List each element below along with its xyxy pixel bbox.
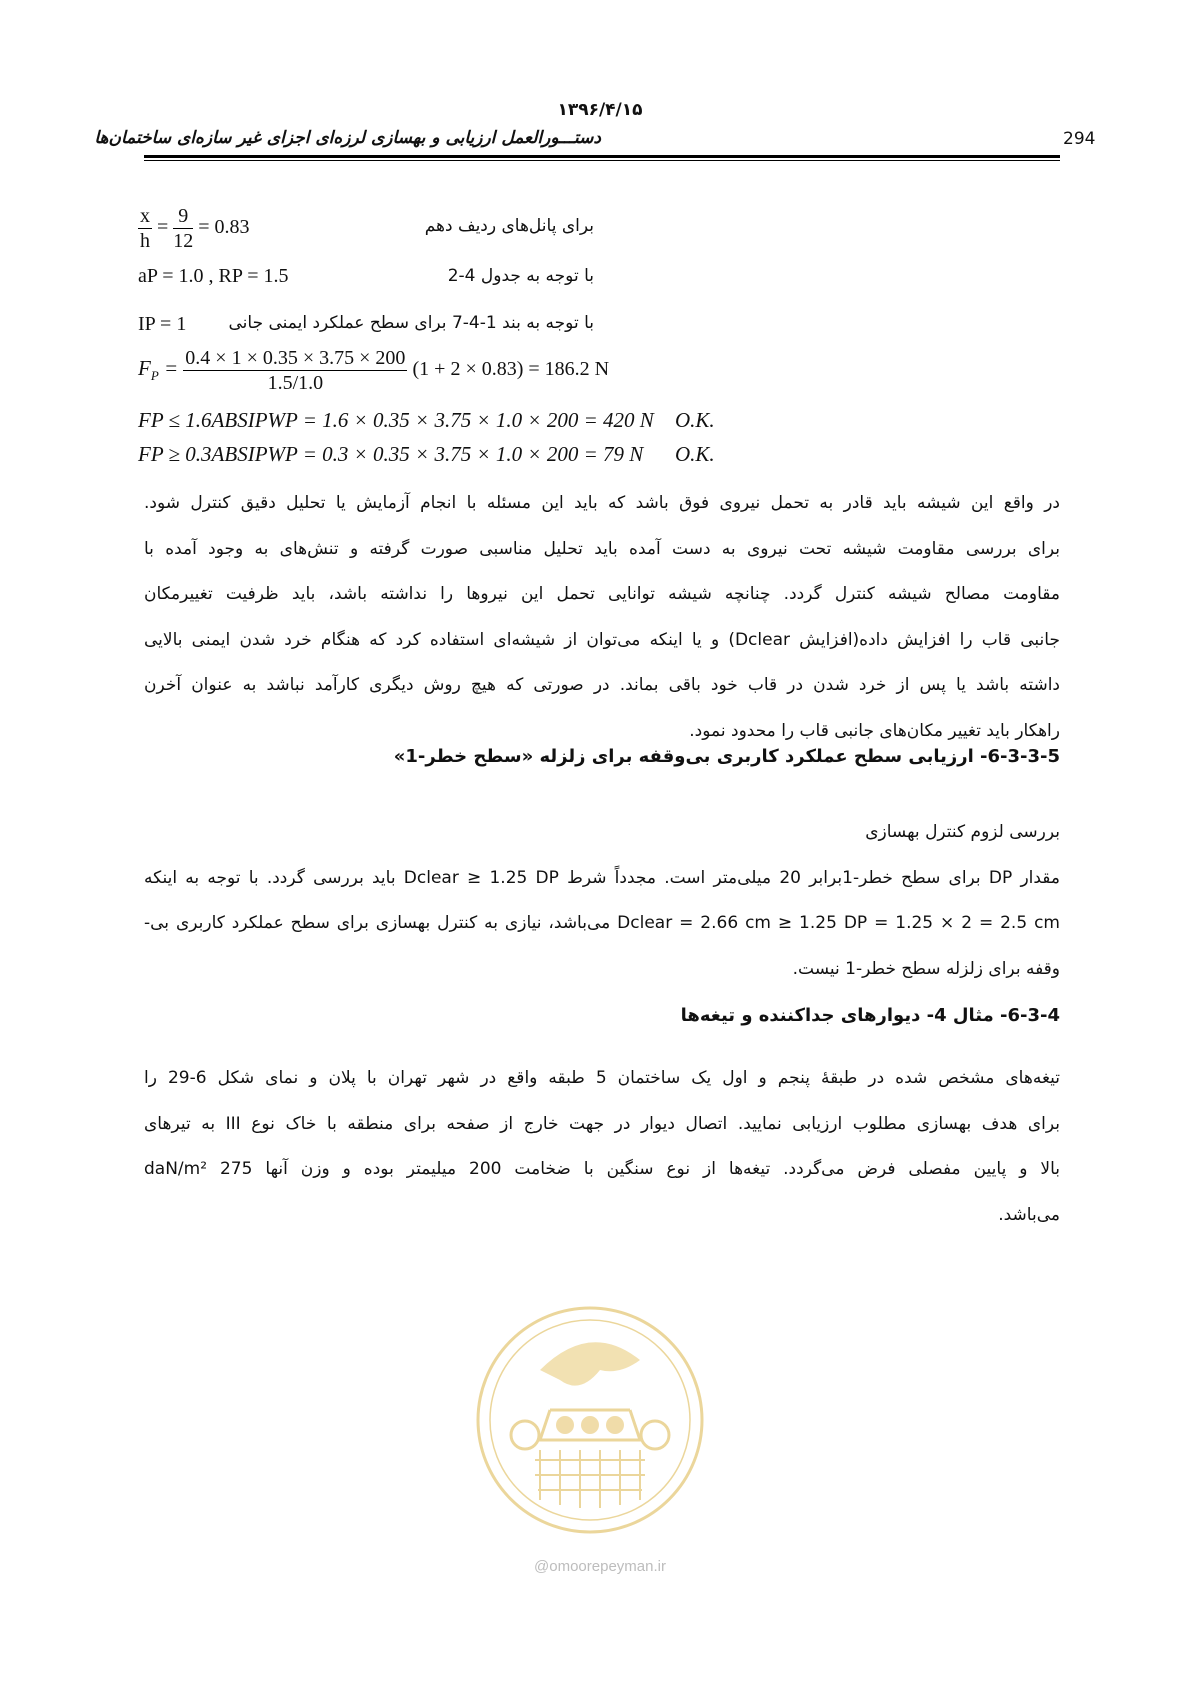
paragraph-line: Dclear = 2.66 cm ≥ 1.25 DP = 1.25 × 2 = 2.5 cm می‌باشد، نیازی به کنترل بهسازی برای سطح عملکرد کاربری بی- [144,913,1060,933]
fp-formula-2-ok: O.K. [675,408,715,432]
header-rule-thin [144,160,1060,161]
calc-row3-math: IP = 1 [138,313,187,335]
header-date: ۱۳۹۶/۴/۱۵ [557,100,643,120]
section-heading-6-3-4: 6-3-4- مثال 4- دیوارهای جداکننده و تیغه‌ها [680,1005,1060,1026]
section-6-3-3-5-body [144,810,1060,992]
paragraph-line: مقدار DP برای سطح خطر-1برابر 20 میلی‌متر است. مجدداً شرط Dclear ≥ 1.25 DP باید بررسی گردد. با توجه به اینکه [144,867,1061,888]
section-heading-6-3-3-5: 6-3-3-5- ارزیابی سطح عملکرد کاربری بی‌وقفه برای زلزله «سطح خطر-1» [393,746,1060,767]
header-rule-thick [144,155,1060,158]
paragraph-line: برای هدف بهسازی مطلوب ارزیابی نمایید. اتصال دیوار در جهت خارج از صفحه برای منطقه با خاک نوع III به تیرهای [144,1113,1060,1134]
calc-row1-math: $\frac{x}{h}$ = $\frac{9}{12}$ = 0.83 [140,205,250,252]
header-title: دستـــورالعمل ارزیابی و بهسازی لرزه‌ای اجزای غیر سازه‌ای ساختمان‌ها [94,128,601,148]
paragraph-line: می‌باشد. [998,1204,1060,1225]
paragraph-line: مقاومت مصالح شیشه کنترل گردد. چنانچه شیشه توانایی تحمل این نیروها را نداشته باشد، باید ظرفیت تغییرمکان [144,584,1060,604]
paragraph-line: وقفه برای زلزله سطح خطر-1 نیست. [792,958,1060,979]
paragraph-line: تیغه‌های مشخص شده در طبقۀ پنجم و اول یک ساختمان 5 طبقه واقع در شهر تهران با پلان و نمای شکل 6-29 را [144,1068,1060,1088]
paragraph-line: راهکار باید تغییر مکان‌های جانبی قاب را محدود نمود. [689,720,1060,741]
watermark-url: @omoorepeyman.ir [534,1558,666,1575]
section-6-3-4-body [144,1056,1060,1238]
calc-row2-text: با توجه به جدول 4-2 [447,266,594,286]
fp-formula-2: FP ≤ 1.6ABSIPWP = 1.6 × 0.35 × 3.75 × 1.0 × 200 = 420 N [138,408,654,432]
calc-row1-text: برای پانل‌های ردیف دهم [424,216,594,236]
calc-row3-text: با توجه به بند 1-4-7 برای سطح عملکرد ایمنی جانی [228,313,594,333]
fp-formula-3: FP ≥ 0.3ABSIPWP = 0.3 × 0.35 × 3.75 × 1.0 × 200 = 79 N [138,442,644,466]
watermark-seal [470,1300,710,1540]
paragraph-line: بالا و پایین مفصلی فرض می‌گردد. تیغه‌ها از نوع سنگین با ضخامت 200 میلیمتر بوده و وزن آنها 275 daN/m² [144,1159,1061,1179]
paragraph-line: بررسی لزوم کنترل بهسازی [865,822,1060,842]
paragraph-line: برای بررسی مقاومت شیشه تحت نیروی به دست آمده باید تحلیل مناسبی صورت گرفته و تنش‌های به وجود آمده با [144,538,1060,559]
paragraph-glass-check [144,481,1060,754]
paragraph-line: داشته باشد یا پس از خرد شدن در قاب خود باقی بماند. در صورتی که هیچ روش دیگری کارآمد نباشد به عنوان آخرن [144,675,1060,695]
paragraph-line: جانبی قاب را افزایش داده(افزایش Dclear) و یا اینکه می‌توان از شیشه‌ای استفاده کرد که هنگام خرد شدن ایمنی بالایی [144,629,1060,650]
page-number: 294 [1063,129,1096,149]
fp-formula-1: $F_P$ = $\frac{0.4 \times 1 \times 0.35 \times 3.75 \times 200}{1.5/1.0}$ (1 + 2 × 0.83) = 186.2 N [138,347,610,394]
paragraph-line: در واقع این شیشه باید قادر به تحمل نیروی فوق باشد که باید این مسئله با انجام آزمایش یا تحلیل دقیق کنترل شود. [144,493,1060,513]
fp-formula-3-ok: O.K. [675,442,715,466]
calc-row2-math: aP = 1.0 , RP = 1.5 [138,265,289,287]
